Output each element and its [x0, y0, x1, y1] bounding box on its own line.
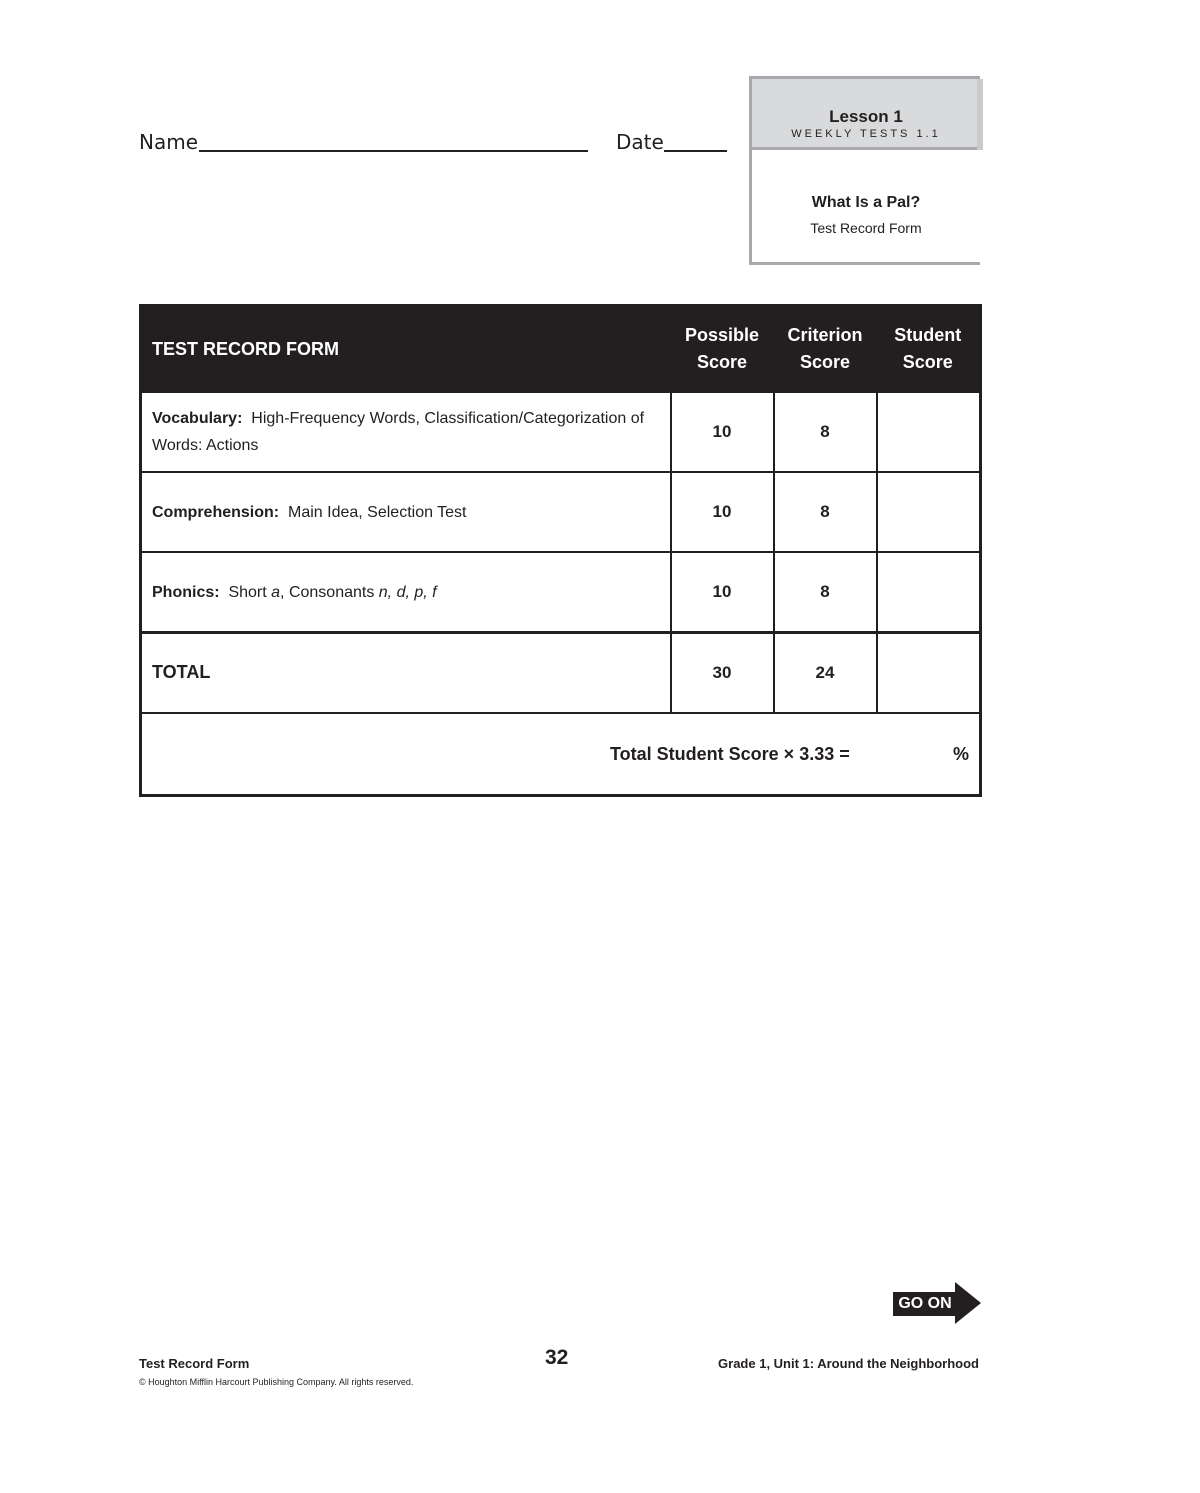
lesson-box	[749, 76, 980, 265]
go-on-label: GO ON	[893, 1292, 957, 1316]
weekly-tests-label: WEEKLY TESTS 1.1	[791, 128, 941, 140]
total-criterion: 24	[774, 633, 877, 714]
criterion-score: 8	[774, 472, 877, 552]
date-label: Date	[616, 130, 664, 154]
table-title: TEST RECORD FORM	[141, 306, 671, 393]
skill-description: High-Frequency Words, Classification/Categorization of Words: Actions	[152, 410, 645, 454]
possible-score: 10	[671, 392, 774, 472]
student-score-input[interactable]	[877, 552, 981, 633]
total-cell	[141, 633, 671, 714]
name-field[interactable]	[199, 150, 588, 152]
total-student-input[interactable]	[877, 633, 981, 714]
skill-name: Phonics:	[152, 583, 220, 601]
total-row	[141, 633, 981, 714]
lesson-header	[749, 76, 980, 150]
possible-score: 10	[671, 552, 774, 633]
footer-grade-unit: Grade 1, Unit 1: Around the Neighborhood	[718, 1356, 979, 1371]
table-header-row	[141, 306, 981, 393]
lesson-body	[749, 150, 980, 265]
story-title: What Is a Pal?	[811, 194, 921, 211]
column-header-criterion: Criterion Score	[774, 306, 877, 393]
lesson-title: Lesson 1	[829, 107, 903, 126]
percent-sign: %	[952, 744, 969, 764]
table-row	[141, 552, 981, 633]
footer-copyright: © Houghton Mifflin Harcourt Publishing Company. All rights reserved.	[139, 1377, 414, 1387]
go-on-arrow	[893, 1282, 981, 1324]
skill-description: Short a, Consonants n, d, p, f	[228, 583, 437, 601]
total-label: TOTAL	[152, 662, 211, 682]
skill-cell	[141, 472, 671, 552]
possible-score: 10	[671, 472, 774, 552]
table-row	[141, 392, 981, 472]
date-field[interactable]	[664, 150, 727, 152]
name-date-row	[139, 128, 739, 158]
formula-cell	[141, 713, 981, 796]
criterion-score: 8	[774, 552, 877, 633]
skill-name: Vocabulary:	[152, 410, 243, 427]
name-label: Name	[139, 130, 199, 154]
total-possible: 30	[671, 633, 774, 714]
student-score-input[interactable]	[877, 472, 981, 552]
arrow-right-icon	[955, 1282, 981, 1324]
table-row	[141, 472, 981, 552]
skill-cell	[141, 392, 671, 472]
footer-form-title: Test Record Form	[139, 1356, 250, 1371]
criterion-score: 8	[774, 392, 877, 472]
formula-text: Total Student Score × 3.33 =	[610, 744, 850, 764]
column-header-student: Student Score	[877, 306, 981, 393]
student-score-input[interactable]	[877, 392, 981, 472]
test-record-table	[139, 304, 982, 797]
formula-row	[141, 713, 981, 796]
skill-name: Comprehension:	[152, 503, 280, 521]
skill-cell	[141, 552, 671, 633]
page-number: 32	[545, 1346, 569, 1369]
story-subtitle: Test Record Form	[810, 220, 922, 236]
skill-description: Main Idea, Selection Test	[288, 503, 467, 521]
column-header-possible: Possible Score	[671, 306, 774, 393]
